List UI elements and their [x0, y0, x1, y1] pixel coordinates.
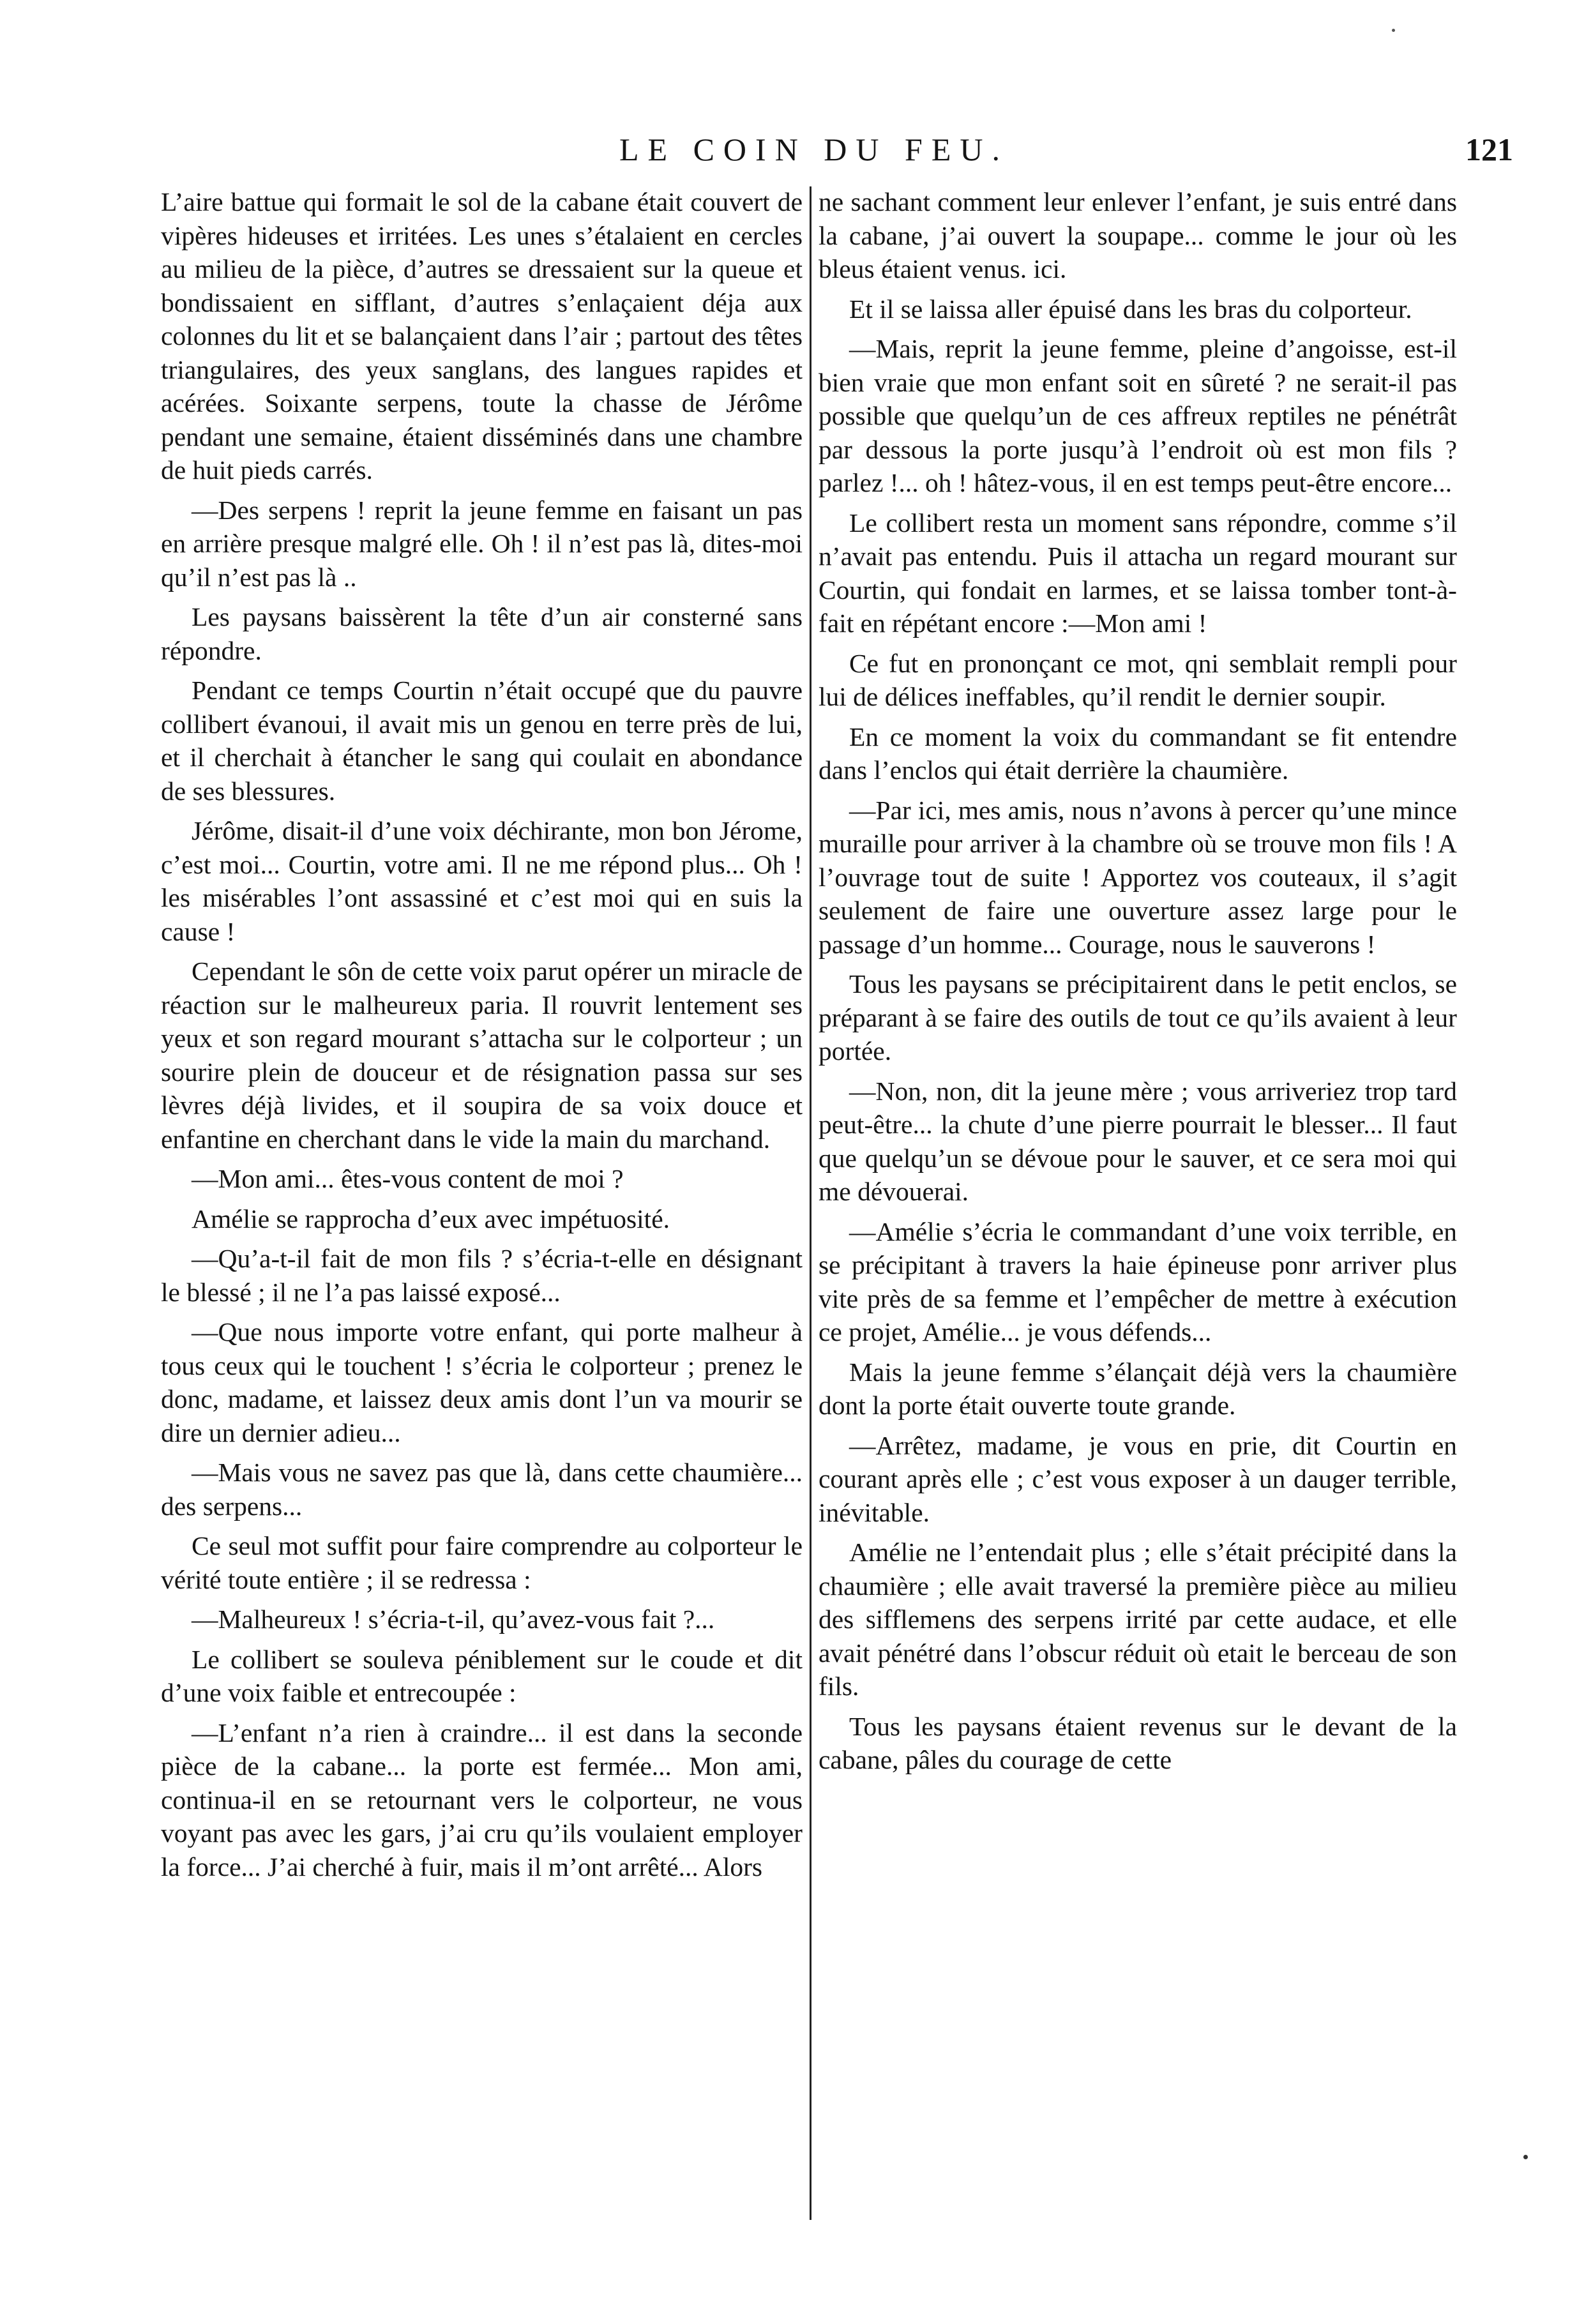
column-divider: [810, 186, 811, 2220]
paragraph: Ce seul mot suffit pour faire comprendre au colporteur le vérité toute entière ; il se redressa :: [161, 1531, 803, 1594]
paragraph: —Malheureux ! s’écria-t-il, qu’avez-vous fait ?...: [192, 1604, 715, 1634]
paragraph: Cependant le sôn de cette voix parut opérer un miracle de réaction sur le malheureux paria. Il rouvrit lentement ses yeux et son regard mourant s’attacha sur le colporteur ; un sourire plein de douceur et de résignation passa sur ses lèvres déjà livides, et il soupira de sa voix douce et enfantine en cherchant dans le vide la main du marchand.: [161, 956, 803, 1154]
paragraph: Et il se laissa aller épuisé dans les bras du colporteur.: [849, 294, 1412, 324]
paragraph: —L’enfant n’a rien à craindre... il est dans la seconde pièce de la cabane... la porte est fermée... Mon ami, continua-il en se retournant vers le colporteur, ne vous voyant pas avec les gars, j’ai cru qu’ils voulaient employer la force... J’ai cherché à fuir, mais il m’ont arrêté... Alors: [161, 1717, 803, 1882]
paragraph: Pendant ce temps Courtin n’était occupé que du pauvre collibert évanoui, il avait mis un genou en terre près de lui, et il cherchait à étancher le sang qui coulait en abondance de ses blessures.: [161, 675, 803, 806]
paragraph: —Non, non, dit la jeune mère ; vous arriveriez trop tard peut-être... la chute d’une pierre pourrait le blesser... Il faut que quelqu’un se dévoue pour le sauver, et ce sera moi qui me dévouerai.: [819, 1076, 1457, 1206]
paragraph: Ce fut en prononçant ce mot, qni semblait rempli pour lui de délices ineffables, qu’il rendit le dernier soupir.: [819, 648, 1457, 711]
paragraph: Tous les paysans étaient revenus sur le devant de la cabane, pâles du courage de cette: [819, 1711, 1457, 1774]
speck-mark: [1523, 2155, 1528, 2159]
paragraph: Les paysans baissèrent la tête d’un air consterné sans répondre.: [161, 602, 803, 665]
speck-mark: [1392, 29, 1395, 32]
paragraph: —Des serpens ! reprit la jeune femme en faisant un pas en arrière presque malgré elle. Oh ! il n’est pas là, dites-moi qu’il n’est pas là ..: [161, 495, 803, 592]
paragraph: —Mon ami... êtes-vous content de moi ?: [192, 1164, 624, 1193]
paragraph: —Arrêtez, madame, je vous en prie, dit Courtin en courant après elle ; c’est vous exposer à un dauger terrible, inévitable.: [819, 1430, 1457, 1527]
right-text-column: [819, 185, 1457, 2254]
paragraph: En ce moment la voix du commandant se fit entendre dans l’enclos qui était derrière la chaumière.: [819, 721, 1457, 785]
paragraph: Jérôme, disait-il d’une voix déchirante, mon bon Jérome, c’est moi... Courtin, votre ami. Il ne me répond plus... Oh ! les misérables l’ont assassiné et c’est moi qui en suis la cause !: [161, 816, 803, 946]
paragraph: —Amélie s’écria le commandant d’une voix terrible, en se précipitant à travers la haie épineuse ponr arriver plus vite près de sa femme et l’empêcher de mettre à exécution ce projet, Amélie... je vous défends...: [819, 1216, 1457, 1347]
paragraph: Amélie se rapprocha d’eux avec impétuosité.: [192, 1204, 670, 1234]
running-title: LE COIN DU FEU.: [619, 132, 1009, 167]
paragraph: Mais la jeune femme s’élançait déjà vers la chaumière dont la porte était ouverte toute grande.: [819, 1357, 1457, 1420]
paragraph: —Que nous importe votre enfant, qui porte malheur à tous ceux qui le touchent ! s’écria le colporteur ; prenez le donc, madame, et laissez deux amis dont l’un va mourir se dire un dernier adieu...: [161, 1317, 803, 1447]
paragraph: Le collibert se souleva péniblement sur le coude et dit d’une voix faible et entrecoupée :: [161, 1644, 803, 1707]
paragraph: Le collibert resta un moment sans répondre, comme s’il n’avait pas entendu. Puis il attacha un regard mourant sur Courtin, qui fondait en larmes, et se laissa tomber tont-à-fait en répétant encore :—Mon ami !: [819, 508, 1457, 638]
paragraph: —Par ici, mes amis, nous n’avons à percer qu’une mince muraille pour arriver à la chambre où se trouve mon fils ! A l’ouvrage tout de suite ! Apportez vos couteaux, il s’agit seulement de faire une ouverture assez large pour le passage d’un homme... Courage, nous le sauverons !: [819, 795, 1457, 959]
paragraph: ne sachant comment leur enlever l’enfant, je suis entré dans la cabane, j’ai ouvert la soupape... comme le jour où les bleus étaient venus. ici.: [819, 187, 1457, 283]
paragraph: —Qu’a-t-il fait de mon fils ? s’écria-t-elle en désignant le blessé ; il ne l’a pas laissé exposé...: [161, 1244, 803, 1307]
paragraph: —Mais vous ne savez pas que là, dans cette chaumière... des serpens...: [161, 1458, 803, 1521]
paragraph: Amélie ne l’entendait plus ; elle s’était précipité dans la chaumière ; elle avait traversé la première pièce au milieu des sifflemens des serpens irrité par cette audace, et elle avait pénétré dans l’obscur réduit où etait le berceau de son fils.: [819, 1537, 1457, 1701]
paragraph: Tous les paysans se précipitairent dans le petit enclos, se préparant à se faire des outils de tout ce qu’ils avaient à leur portée.: [819, 969, 1457, 1066]
paragraph: —Mais, reprit la jeune femme, pleine d’angoisse, est-il bien vraie que mon enfant soit en sûreté ? ne serait-il pas possible que quelqu’un de ces affreux reptiles ne pénétrât par dessous la porte jusqu’à l’endroit où est mon fils ? parlez !... oh ! hâtez-vous, il en est temps peut-être encore...: [819, 334, 1457, 497]
left-text-column: [161, 185, 803, 2254]
page-header: [0, 125, 1577, 176]
page-number: 121: [1465, 132, 1513, 167]
paragraph: L’aire battue qui formait le sol de la cabane était couvert de vipères hideuses et irritées. Les unes s’étalaient en cercles au milieu de la pièce, d’autres se dressaient sur la queue et bondissaient en sifflant, d’autres s’enlaçaient déja aux colonnes du lit et se balançaient dans l’air ; partout des têtes triangulaires, des yeux sanglans, des langues rapides et acérées. Soixante serpens, toute la chasse de Jérôme pendant une semaine, étaient disséminés dans une chambre de huit pieds carrés.: [161, 187, 803, 485]
